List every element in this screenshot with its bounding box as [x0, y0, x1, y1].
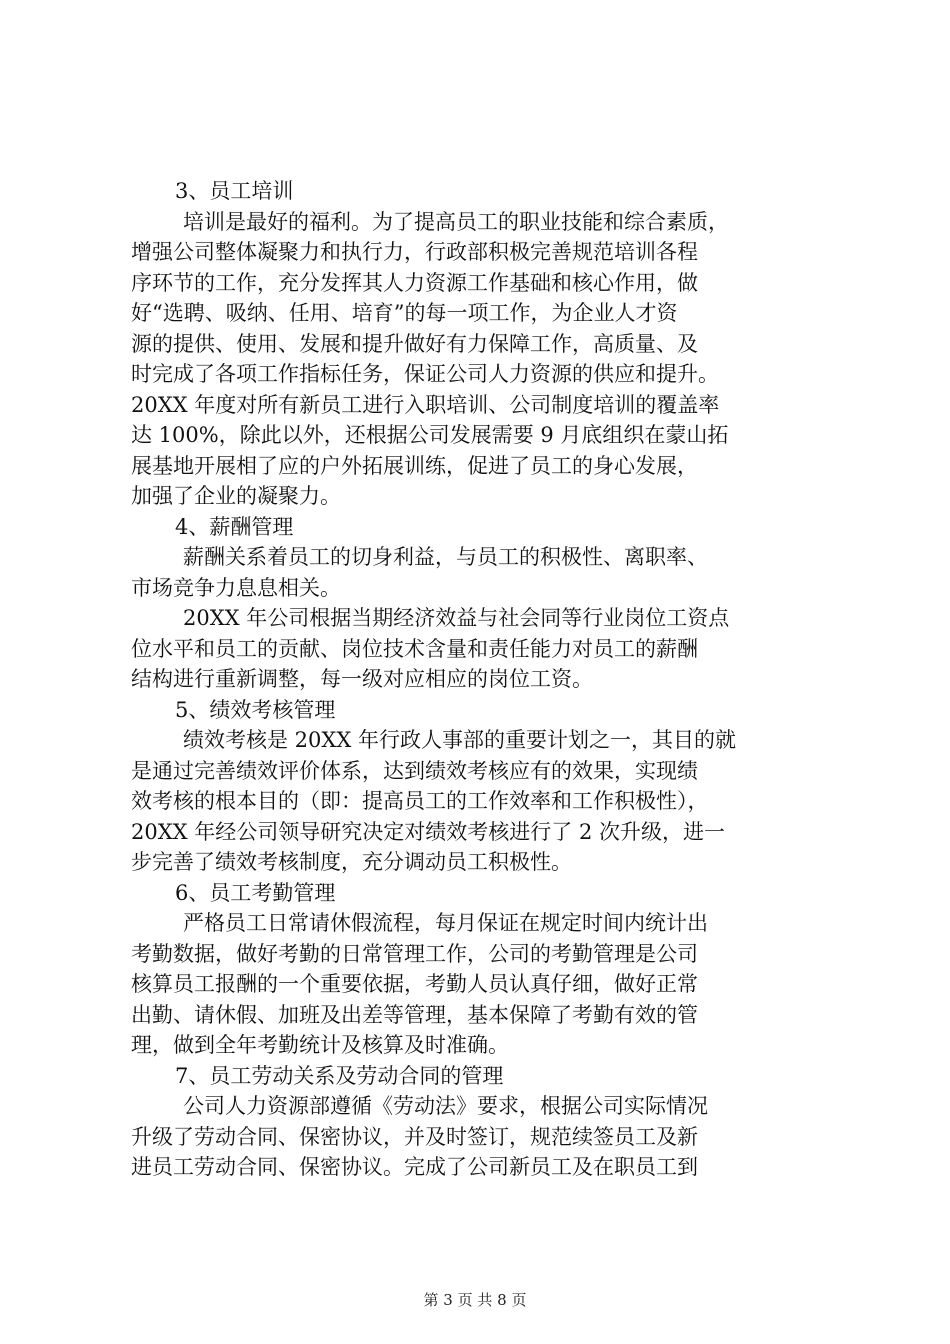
paragraph	[131, 542, 821, 603]
paragraph	[131, 1091, 821, 1183]
paragraph-line: 薪酬关系着员工的切身利益，与员工的积极性、离职率、	[183, 545, 708, 569]
paragraph-line: 达 100%，除此以外，还根据公司发展需要 9 月底组织在蒙山拓	[131, 423, 729, 447]
section	[131, 695, 821, 878]
paragraph-line: 核算员工报酬的一个重要依据，考勤人员认真仔细，做好正常	[131, 972, 698, 996]
paragraph-line: 源的提供、使用、发展和提升做好有力保障工作，高质量、及	[131, 331, 698, 356]
paragraph-line: 是通过完善绩效评价体系，达到绩效考核应有的效果，实现绩	[131, 758, 698, 783]
paragraph-line: 展基地开展相了应的户外拓展训练，促进了员工的身心发展，	[131, 453, 698, 478]
paragraph-line: 培训是最好的福利。为了提高员工的职业技能和综合素质，	[183, 209, 729, 234]
paragraph	[131, 725, 821, 878]
section	[131, 176, 821, 512]
paragraph-line: 20XX 年公司根据当期经济效益与社会同等行业岗位工资点	[183, 606, 730, 630]
section-heading: 3、员工培训	[175, 179, 294, 203]
section-heading: 5、绩效考核管理	[175, 697, 336, 722]
section	[131, 1061, 821, 1183]
section-heading: 6、员工考勤管理	[175, 880, 336, 905]
paragraph	[131, 908, 821, 1061]
paragraph-line: 公司人力资源部遵循《劳动法》要求，根据公司实际情况	[183, 1094, 708, 1118]
paragraph	[131, 603, 821, 695]
page-footer: 第 3 页 共 8 页	[423, 1291, 527, 1309]
paragraph	[131, 207, 821, 512]
paragraph-line: 效考核的根本目的（即：提高员工的工作效率和工作积极性），	[131, 789, 709, 813]
paragraph-line: 市场竞争力息息相关。	[131, 575, 341, 600]
document-body	[131, 176, 821, 1183]
section-heading: 7、员工劳动关系及劳动合同的管理	[175, 1063, 504, 1088]
paragraph-line: 出勤、请休假、加班及出差等管理，基本保障了考勤有效的管	[131, 1002, 698, 1027]
paragraph-line: 序环节的工作，充分发挥其人力资源工作基础和核心作用，做	[131, 270, 698, 295]
paragraph-line: 20XX 年度对所有新员工进行入职培训、公司制度培训的覆盖率	[131, 392, 720, 417]
paragraph-line: 理，做到全年考勤统计及核算及时准确。	[131, 1033, 509, 1057]
paragraph-line: 严格员工日常请休假流程，每月保证在规定时间内统计出	[183, 911, 708, 935]
paragraph-line: 升级了劳动合同、保密协议，并及时签订，规范续签员工及新	[131, 1124, 698, 1149]
section-heading: 4、薪酬管理	[175, 514, 294, 539]
paragraph-line: 加强了企业的凝聚力。	[131, 484, 341, 508]
paragraph-line: 时完成了各项工作指标任务，保证公司人力资源的供应和提升。	[131, 362, 719, 386]
paragraph-line: 位水平和员工的贡献、岗位技术含量和责任能力对员工的薪酬	[131, 636, 698, 661]
paragraph-line: 进员工劳动合同、保密协议。完成了公司新员工及在职员工到	[131, 1155, 698, 1179]
paragraph-line: 绩效考核是 20XX 年行政人事部的重要计划之一，其目的就	[183, 728, 736, 752]
paragraph-line: 增强公司整体凝聚力和执行力，行政部积极完善规范培训各程	[131, 240, 698, 264]
paragraph-line: 步完善了绩效考核制度，充分调动员工积极性。	[131, 850, 572, 874]
paragraph-line: 20XX 年经公司领导研究决定对绩效考核进行了 2 次升级，进一	[131, 819, 726, 844]
section	[131, 878, 821, 1061]
paragraph-line: 考勤数据，做好考勤的日常管理工作，公司的考勤管理是公司	[131, 941, 698, 966]
paragraph-line: 好“选聘、吸纳、任用、培育”的每一项工作，为企业人才资	[131, 301, 678, 325]
section	[131, 512, 821, 695]
paragraph-line: 结构进行重新调整，每一级对应相应的岗位工资。	[131, 667, 593, 691]
